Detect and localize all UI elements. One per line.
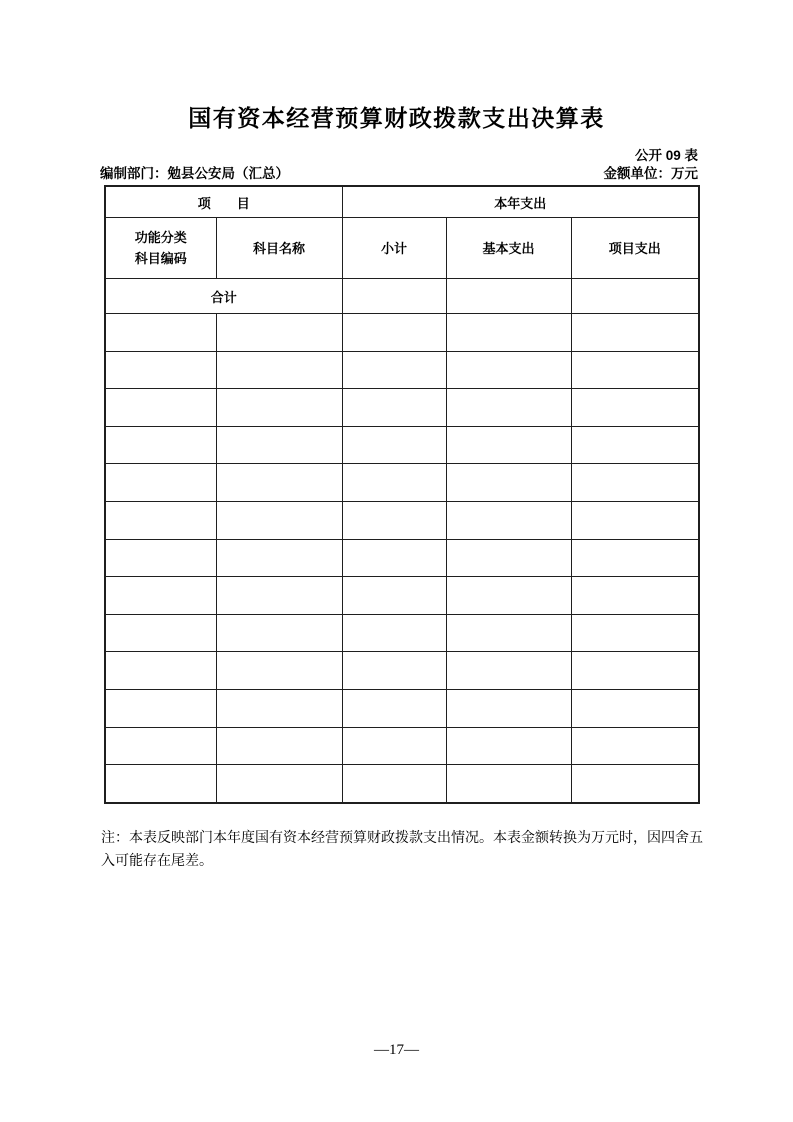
empty-cell: [571, 351, 699, 389]
empty-cell: [216, 652, 342, 690]
empty-cell: [571, 652, 699, 690]
empty-cell: [342, 501, 446, 539]
empty-cell: [446, 426, 571, 464]
prepared-by-label: 编制部门：勉县公安局（汇总）: [100, 166, 289, 181]
table-row: [105, 314, 699, 352]
empty-cell: [342, 539, 446, 577]
table-header-row-2: [105, 218, 699, 279]
total-basic-cell: [446, 279, 571, 314]
table-row: [105, 389, 699, 427]
empty-cell: [105, 765, 216, 803]
empty-cell: [446, 652, 571, 690]
empty-cell: [446, 577, 571, 615]
header-item-group: 项 目: [105, 186, 342, 218]
table-row: [105, 689, 699, 727]
empty-cell: [446, 314, 571, 352]
empty-cell: [446, 727, 571, 765]
empty-cell: [446, 614, 571, 652]
footnote-line: 注：本表反映部门本年度国有资本经营预算财政拨款支出情况。本表金额转换为万元时，因四舍五: [101, 831, 703, 846]
header-year-expenditure-group: 本年支出: [342, 186, 699, 218]
empty-cell: [342, 577, 446, 615]
empty-cell: [105, 501, 216, 539]
empty-cell: [105, 464, 216, 502]
header-basic-expenditure: 基本支出: [446, 218, 571, 279]
header-subject-name: 科目名称: [216, 218, 342, 279]
table-code-label: 公开 09 表: [634, 148, 698, 163]
empty-cell: [571, 314, 699, 352]
table-header-row-1: [105, 186, 699, 218]
empty-cell: [342, 652, 446, 690]
empty-cell: [571, 501, 699, 539]
empty-cell: [342, 689, 446, 727]
empty-cell: [342, 314, 446, 352]
page-title: 国有资本经营预算财政拨款支出决算表: [188, 105, 605, 131]
empty-cell: [571, 389, 699, 427]
empty-cell: [571, 539, 699, 577]
footnote-line: 入可能存在尾差。: [101, 853, 213, 869]
empty-cell: [105, 689, 216, 727]
empty-cell: [105, 614, 216, 652]
empty-cell: [105, 314, 216, 352]
table-row: [105, 765, 699, 803]
empty-cell: [446, 464, 571, 502]
header-project-expenditure: 项目支出: [571, 218, 699, 279]
empty-cell: [446, 389, 571, 427]
empty-cell: [342, 614, 446, 652]
empty-cell: [342, 389, 446, 427]
empty-cell: [216, 464, 342, 502]
empty-cell: [216, 689, 342, 727]
empty-cell: [105, 539, 216, 577]
table-row: [105, 539, 699, 577]
empty-cell: [446, 501, 571, 539]
table-row: [105, 614, 699, 652]
table-row: [105, 652, 699, 690]
table-empty-body: [105, 314, 699, 803]
table-row: [105, 727, 699, 765]
empty-cell: [216, 389, 342, 427]
empty-cell: [571, 577, 699, 615]
empty-cell: [571, 689, 699, 727]
header-func-code-line1: 功能分类: [134, 230, 187, 245]
empty-cell: [571, 614, 699, 652]
header-func-code-line2: 科目编码: [134, 251, 187, 266]
empty-cell: [342, 765, 446, 803]
empty-cell: [446, 539, 571, 577]
empty-cell: [216, 426, 342, 464]
empty-cell: [571, 426, 699, 464]
empty-cell: [446, 689, 571, 727]
empty-cell: [446, 765, 571, 803]
empty-cell: [105, 577, 216, 615]
footnote: [101, 828, 707, 873]
table-row: [105, 501, 699, 539]
empty-cell: [216, 314, 342, 352]
empty-cell: [571, 765, 699, 803]
empty-cell: [571, 464, 699, 502]
budget-table: [104, 185, 700, 804]
header-subtotal: 小计: [342, 218, 446, 279]
amount-unit-label: 金额单位：万元: [603, 166, 698, 181]
empty-cell: [216, 501, 342, 539]
empty-cell: [446, 351, 571, 389]
page-number: —17—: [374, 1042, 419, 1058]
empty-cell: [105, 389, 216, 427]
table-row: [105, 577, 699, 615]
empty-cell: [216, 765, 342, 803]
empty-cell: [105, 351, 216, 389]
empty-cell: [342, 464, 446, 502]
empty-cell: [105, 426, 216, 464]
empty-cell: [342, 351, 446, 389]
total-project-cell: [571, 279, 699, 314]
empty-cell: [216, 614, 342, 652]
empty-cell: [105, 652, 216, 690]
empty-cell: [571, 727, 699, 765]
empty-cell: [216, 539, 342, 577]
meta-row: [100, 162, 698, 182]
empty-cell: [216, 351, 342, 389]
table-row: [105, 426, 699, 464]
table-row: [105, 464, 699, 502]
header-func-code: [105, 218, 216, 279]
empty-cell: [105, 727, 216, 765]
total-subtotal-cell: [342, 279, 446, 314]
empty-cell: [216, 577, 342, 615]
total-label-cell: 合计: [105, 279, 342, 314]
table-row: [105, 351, 699, 389]
empty-cell: [342, 426, 446, 464]
empty-cell: [216, 727, 342, 765]
empty-cell: [342, 727, 446, 765]
total-row: [105, 279, 699, 314]
